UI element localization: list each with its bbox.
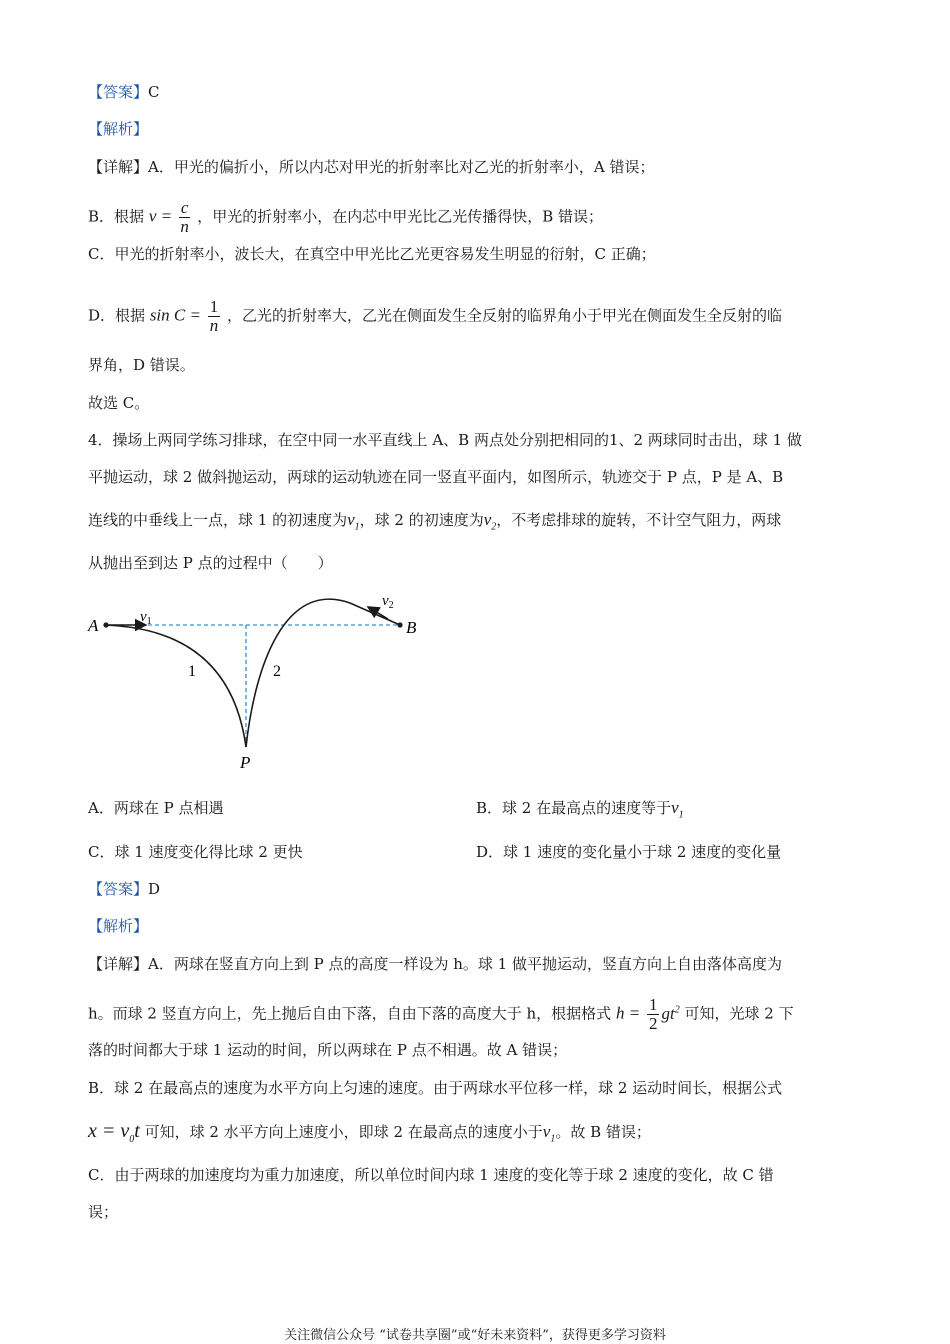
- q4-stem-2: 平抛运动，球 2 做斜抛运动，两球的运动轨迹在同一竖直平面内，如图所示，轨迹交于 P 点，P 是 A、B: [88, 468, 784, 486]
- b-suffix: ，甲光的折射率小，在内芯中甲光比乙光传播得快，B 错误；: [197, 207, 603, 226]
- option-d: D．球 1 速度的变化量小于球 2 速度的变化量: [476, 843, 782, 861]
- answer-value: C: [148, 83, 160, 101]
- option-b-text: B．球 2 在最高点的速度等于: [476, 799, 672, 817]
- d-fraction: [208, 298, 221, 335]
- stem-3b: ，球 2 的初速度为: [359, 511, 484, 529]
- q3-answer-line: [88, 82, 160, 102]
- stem-3a: 连线的中垂线上一点，球 1 的初速度为: [88, 511, 348, 529]
- b-fraction: [179, 199, 191, 236]
- b2-text: 可知，球 2 水平方向上速度小，即球 2 在最高点的速度小于: [144, 1123, 543, 1141]
- d-frac-num: 1: [209, 297, 219, 316]
- b-frac-num: c: [180, 198, 189, 217]
- q4-stem-1: 4．操场上两同学练习排球，在空中同一水平直线上 A、B 两点处分别把相同的1、2 两球同时击出，球 1 做: [88, 431, 802, 449]
- q4-detail-b1: B．球 2 在最高点的速度为水平方向上匀速的速度。由于两球水平位移一样，球 2 运动时间长，根据公式: [88, 1079, 783, 1097]
- point-b: [397, 622, 402, 627]
- v1-symbol: $v_1$: [671, 798, 684, 821]
- d-frac-den: n: [209, 316, 219, 335]
- answer-tag: 【答案】: [88, 83, 149, 101]
- b-frac-den: n: [180, 217, 189, 236]
- q3-conclusion: 故选 C。: [88, 394, 150, 412]
- q4-detail-c1: C．由于两球的加速度均为重力加速度，所以单位时间内球 1 速度的变化等于球 2 速度的变化，故 C 错: [88, 1166, 774, 1184]
- option-b: [476, 798, 684, 825]
- answer-tag: 【答案】: [88, 880, 149, 898]
- a2-prefix: h。而球 2 竖直方向上，先上抛后自由下落，自由下落的高度大于 h，根据格式: [88, 1004, 612, 1023]
- q3-analysis-tag: 【解析】: [88, 120, 149, 138]
- q3-detail-b: [88, 199, 603, 236]
- half-fraction: [647, 996, 660, 1033]
- label-2: 2: [273, 663, 281, 680]
- q4-stem-4: 从抛出至到达 P 点的过程中（ ）: [88, 554, 333, 572]
- label-v2: $v_2$: [382, 593, 394, 611]
- detail-tag: 【详解】: [88, 955, 149, 973]
- q4-detail-c2: 误；: [88, 1203, 119, 1221]
- half-den: 2: [648, 1014, 658, 1033]
- q3-detail-c: C．甲光的折射率小，波长大，在真空中甲光比乙光更容易发生明显的衍射，C 正确；: [88, 245, 656, 263]
- q3-detail-d: [88, 298, 782, 335]
- formula-gt2: $gt^2$: [661, 1003, 680, 1023]
- b-formula-lhs: v =: [148, 206, 173, 226]
- option-c: C．球 1 速度变化得比球 2 更快: [88, 843, 303, 861]
- label-b: B: [406, 618, 417, 637]
- trajectory-figure: [80, 585, 440, 780]
- label-p: P: [240, 753, 251, 772]
- q4-detail-a1: [88, 954, 782, 974]
- d-suffix: ，乙光的折射率大，乙光在侧面发生全反射的临界角小于甲光在侧面发生全反射的临: [227, 306, 783, 325]
- q4-detail-a2: [88, 996, 794, 1033]
- answer-value: D: [148, 880, 161, 898]
- q4-analysis-tag: 【解析】: [88, 917, 149, 935]
- q4-stem-3: [88, 510, 781, 537]
- formula-x: $x = v_0t$: [88, 1120, 140, 1145]
- v1-symbol: $v_1$: [542, 1122, 556, 1145]
- half-num: 1: [648, 995, 658, 1014]
- q3-detail-d-cont: 界角，D 错误。: [88, 356, 195, 374]
- detail-tag: 【详解】: [88, 158, 149, 176]
- detail-a-text: A．甲光的偏折小，所以内芯对甲光的折射率比对乙光的折射率小，A 错误；: [148, 158, 655, 176]
- label-v1: $v_1$: [140, 609, 152, 627]
- label-a: A: [88, 616, 99, 635]
- point-a: [103, 622, 108, 627]
- trajectory-2: [246, 599, 400, 747]
- label-1: 1: [188, 663, 196, 680]
- page-footer: 关注微信公众号 “试卷共享圈”或“好未来资料”，获得更多学习资料: [284, 1328, 666, 1343]
- q3-detail-a: [88, 157, 654, 177]
- v1-symbol: $v_1$: [347, 510, 360, 533]
- b2-suffix: 。故 B 错误；: [555, 1123, 651, 1141]
- q4-detail-b2: [88, 1121, 651, 1150]
- d-formula-lhs: sin C =: [149, 305, 201, 325]
- v2-symbol: $v_2$: [483, 510, 497, 533]
- d-prefix: D．根据: [88, 306, 146, 325]
- b-prefix: B．根据: [88, 207, 145, 226]
- a2-suffix: 可知，光球 2 下: [684, 1004, 794, 1023]
- stem-3c: ，不考虑排球的旋转，不计空气阻力，两球: [496, 511, 782, 529]
- trajectory-1: [106, 625, 246, 747]
- detail-a1-text: A．两球在竖直方向上到 P 点的高度一样设为 h。球 1 做平抛运动，竖直方向上自由落体高度为: [148, 955, 782, 973]
- q4-answer-line: [88, 879, 160, 899]
- formula-h: h =: [615, 1003, 641, 1023]
- option-a: A．两球在 P 点相遇: [88, 799, 224, 817]
- q4-detail-a3: 落的时间都大于球 1 运动的时间，所以两球在 P 点不相遇。故 A 错误；: [88, 1041, 568, 1059]
